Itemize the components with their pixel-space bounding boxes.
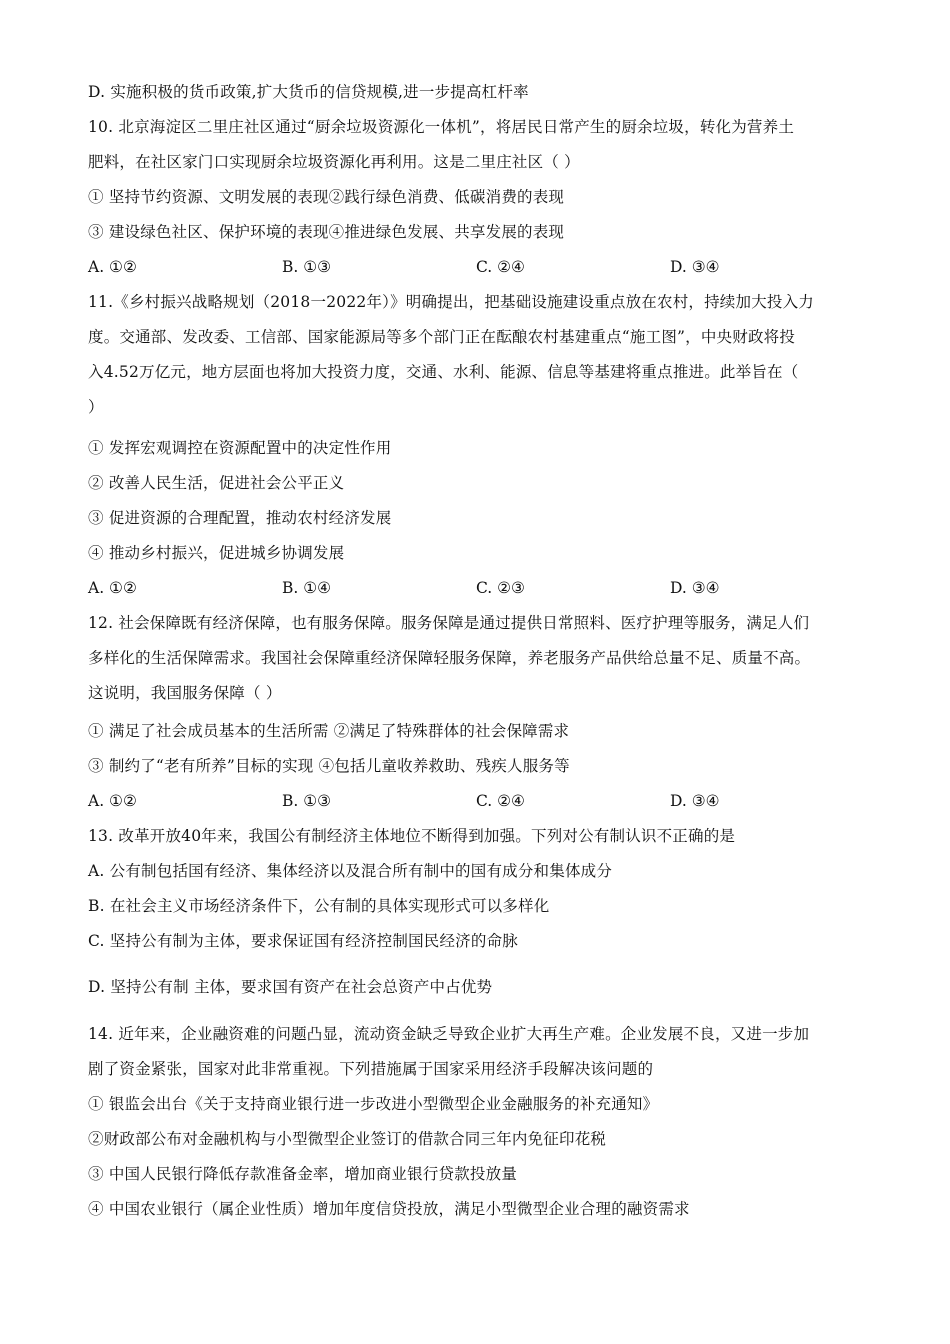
q12-stem-line-3: 这说明，我国服务保障（ ） [88, 684, 282, 702]
q11-option-c: C. ②③ [476, 579, 525, 597]
q13-option-b: B. 在社会主义市场经济条件下，公有制的具体实现形式可以多样化 [88, 897, 550, 915]
q11-statement-1: ① 发挥宏观调控在资源配置中的决定性作用 [88, 439, 392, 457]
q12-stem-line-1: 12. 社会保障既有经济保障，也有服务保障。服务保障是通过提供日常照料、医疗护理等服务，满足人们 [88, 614, 810, 632]
q14-stem-line-2: 剧了资金紧张，国家对此非常重视。下列措施属于国家采用经济手段解决该问题的 [88, 1060, 654, 1078]
q11-option-b: B. ①④ [282, 579, 332, 597]
q11-statement-2: ② 改善人民生活，促进社会公平正义 [88, 474, 345, 492]
q12-option-b: B. ①③ [282, 792, 332, 810]
q11-stem-line-1: 11.《乡村振兴战略规划（2018一2022年）》明确提出，把基础设施建设重点放在农村，持续加大投入力 [88, 293, 814, 311]
q14-statement-1: ① 银监会出台《关于支持商业银行进一步改进小型微型企业金融服务的补充通知》 [88, 1095, 659, 1113]
q12-statement-3-4: ③ 制约了“老有所养”目标的实现 ④包括儿童收养救助、残疾人服务等 [88, 757, 570, 775]
q13-stem: 13. 改革开放40年来，我国公有制经济主体地位不断得到加强。下列对公有制认识不正确的是 [88, 827, 736, 845]
q11-statement-3: ③ 促进资源的合理配置，推动农村经济发展 [88, 509, 392, 527]
q12-stem-line-2: 多样化的生活保障需求。我国社会保障重经济保障轻服务保障，养老服务产品供给总量不足、质量不高。 [88, 649, 811, 667]
q12-option-a: A. ①② [88, 792, 137, 810]
q10-option-b: B. ①③ [282, 258, 332, 276]
q11-statement-4: ④ 推动乡村振兴，促进城乡协调发展 [88, 544, 345, 562]
q10-option-d: D. ③④ [670, 258, 720, 276]
q14-stem-line-1: 14. 近年来，企业融资难的问题凸显，流动资金缺乏导致企业扩大再生产难。企业发展不良，又进一步加 [88, 1025, 810, 1043]
q14-statement-4: ④ 中国农业银行（属企业性质）增加年度信贷投放，满足小型微型企业合理的融资需求 [88, 1200, 690, 1218]
q10-option-a: A. ①② [88, 258, 137, 276]
q10-statement-1-2: ① 坚持节约资源、文明发展的表现②践行绿色消费、低碳消费的表现 [88, 188, 565, 206]
q13-option-a: A. 公有制包括国有经济、集体经济以及混合所有制中的国有成分和集体成分 [88, 862, 613, 880]
q14-statement-3: ③ 中国人民银行降低存款准备金率，增加商业银行贷款投放量 [88, 1165, 518, 1183]
q12-option-c: C. ②④ [476, 792, 525, 810]
q10-stem-line-2: 肥料，在社区家门口实现厨余垃圾资源化再利用。这是二里庄社区（ ） [88, 153, 580, 171]
q13-option-d: D. 坚持公有制 主体，要求国有资产在社会总资产中占优势 [88, 978, 493, 996]
q9-option-d: D. 实施积极的货币政策,扩大货币的信贷规模,进一步提高杠杆率 [88, 83, 529, 101]
q14-statement-2: ②财政部公布对金融机构与小型微型企业签订的借款合同三年内免征印花税 [88, 1130, 607, 1148]
q11-stem-line-4: ） [88, 398, 104, 416]
q11-option-a: A. ①② [88, 579, 137, 597]
q12-statement-1-2: ① 满足了社会成员基本的生活所需 ②满足了特殊群体的社会保障需求 [88, 722, 570, 740]
q10-statement-3-4: ③ 建设绿色社区、保护环境的表现④推进绿色发展、共享发展的表现 [88, 223, 565, 241]
q11-stem-line-2: 度。交通部、发改委、工信部、国家能源局等多个部门正在酝酿农村基建重点“施工图”，中央财政将投 [88, 328, 796, 346]
q12-option-d: D. ③④ [670, 792, 720, 810]
q13-option-c: C. 坚持公有制为主体，要求保证国有经济控制国民经济的命脉 [88, 932, 518, 950]
q10-option-c: C. ②④ [476, 258, 525, 276]
q11-option-d: D. ③④ [670, 579, 720, 597]
q10-stem-line-1: 10. 北京海淀区二里庄社区通过“厨余垃圾资源化一体机”，将居民日常产生的厨余垃圾，转化为营养土 [88, 118, 795, 136]
q11-stem-line-3: 入4.52万亿元，地方层面也将加大投资力度，交通、水利、能源、信息等基建将重点推进。此举旨在（ [88, 363, 799, 381]
